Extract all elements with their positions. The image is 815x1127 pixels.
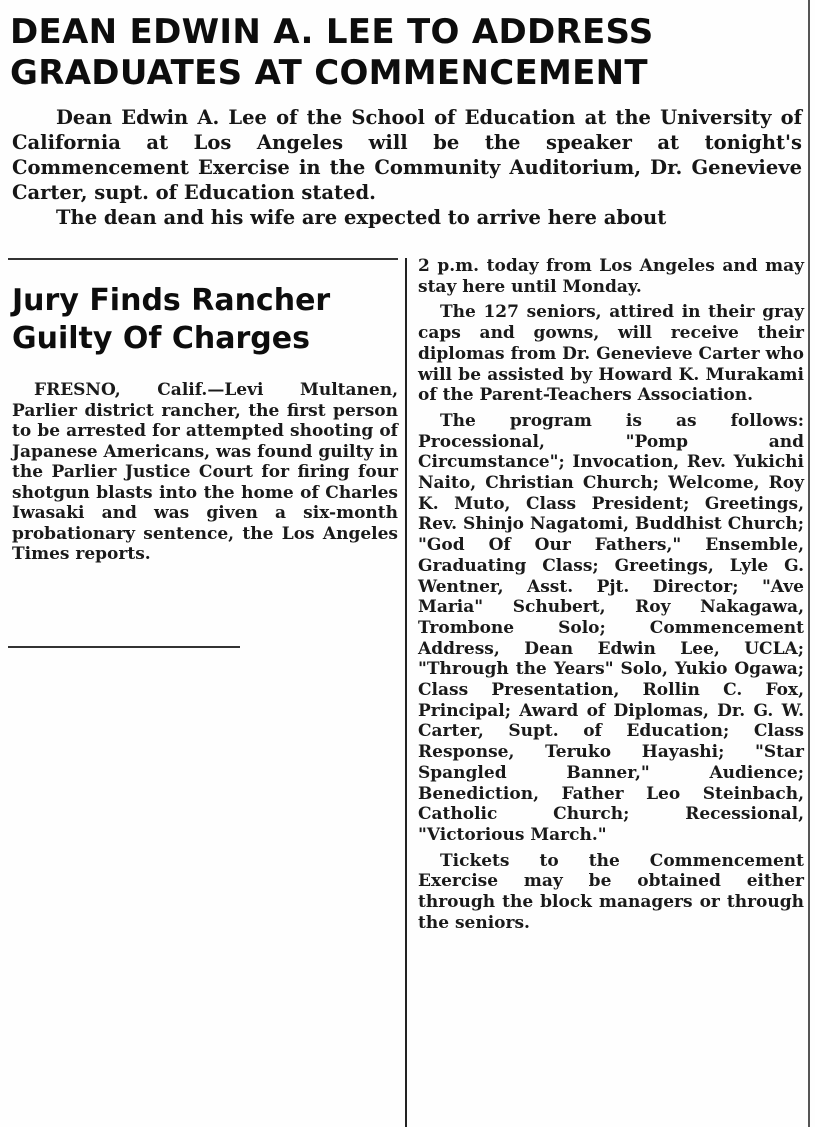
main-headline-line-1: DEAN EDWIN A. LEE TO ADDRESS bbox=[10, 12, 654, 52]
commencement-continued-column bbox=[418, 256, 804, 939]
section-rule-bottom bbox=[8, 646, 240, 648]
section-rule-top bbox=[8, 258, 398, 260]
jury-paragraph: FRESNO, Calif.—Levi Multanen, Parlier district rancher, the first person to be arrested for attempted shooting of Japanese Americans, was found guilty in the Parlier Justice Court for firing four shotgun blasts into the home of Charles Iwasaki and was given a six-month probationary sentence, the Los Angeles Times reports. bbox=[12, 380, 398, 564]
jury-article-body bbox=[12, 380, 398, 565]
lead-section bbox=[12, 105, 802, 230]
arrival-paragraph-start: The dean and his wife are expected to arrive here about bbox=[56, 206, 667, 229]
jury-headline-line-2: Guilty Of Charges bbox=[12, 321, 310, 356]
jury-headline bbox=[12, 282, 397, 358]
clipping-edge bbox=[808, 0, 810, 1127]
main-headline bbox=[10, 12, 805, 94]
program-paragraph: The program is as follows: Processional, "Pomp and Circumstance"; Invocation, Rev. Yukichi Naito, Christian Church; Welcome, Roy K. Muto, Class President; Greetings, Rev. Shinjo Nagatomi, Buddhist Church; "God Of Our Fathers," Ensemble, Graduating Class; Greetings, Lyle G. Wentner, Asst. Pjt. Director; "Ave Maria" Schubert, Roy Nakagawa, Trombone Solo; Commencement Address, Dean Edwin Lee, UCLA; "Through the Years" Solo, Yukio Ogawa; Class Presentation, Rollin C. Fox, Principal; Award of Diplomas, Dr. G. W. Carter, Supt. of Education; Class Response, Teruko Hayashi; "Star Spangled Banner," Audience; Benediction, Father Leo Steinbach, Catholic Church; Recessional, "Victorious March." bbox=[418, 410, 804, 845]
jury-headline-line-1: Jury Finds Rancher bbox=[12, 283, 331, 318]
arrival-paragraph-continued: 2 p.m. today from Los Angeles and may stay here until Monday. bbox=[418, 256, 804, 297]
intro-paragraph: Dean Edwin A. Lee of the School of Education at the University of California at Los Angeles will be the speaker at tonight's Commencement Exercise in the Community Auditorium, Dr. Genevieve Carter, supt. of Education stated. bbox=[12, 106, 802, 204]
seniors-paragraph: The 127 seniors, attired in their gray caps and gowns, will receive their diplomas from Dr. Genevieve Carter who will be assisted by Howard K. Murakami of the Parent-Teachers Association. bbox=[418, 302, 804, 406]
column-divider bbox=[405, 258, 407, 1127]
tickets-paragraph: Tickets to the Commencement Exercise may be obtained either through the block managers or through the seniors. bbox=[418, 850, 804, 933]
main-headline-line-2: GRADUATES AT COMMENCEMENT bbox=[10, 53, 648, 93]
